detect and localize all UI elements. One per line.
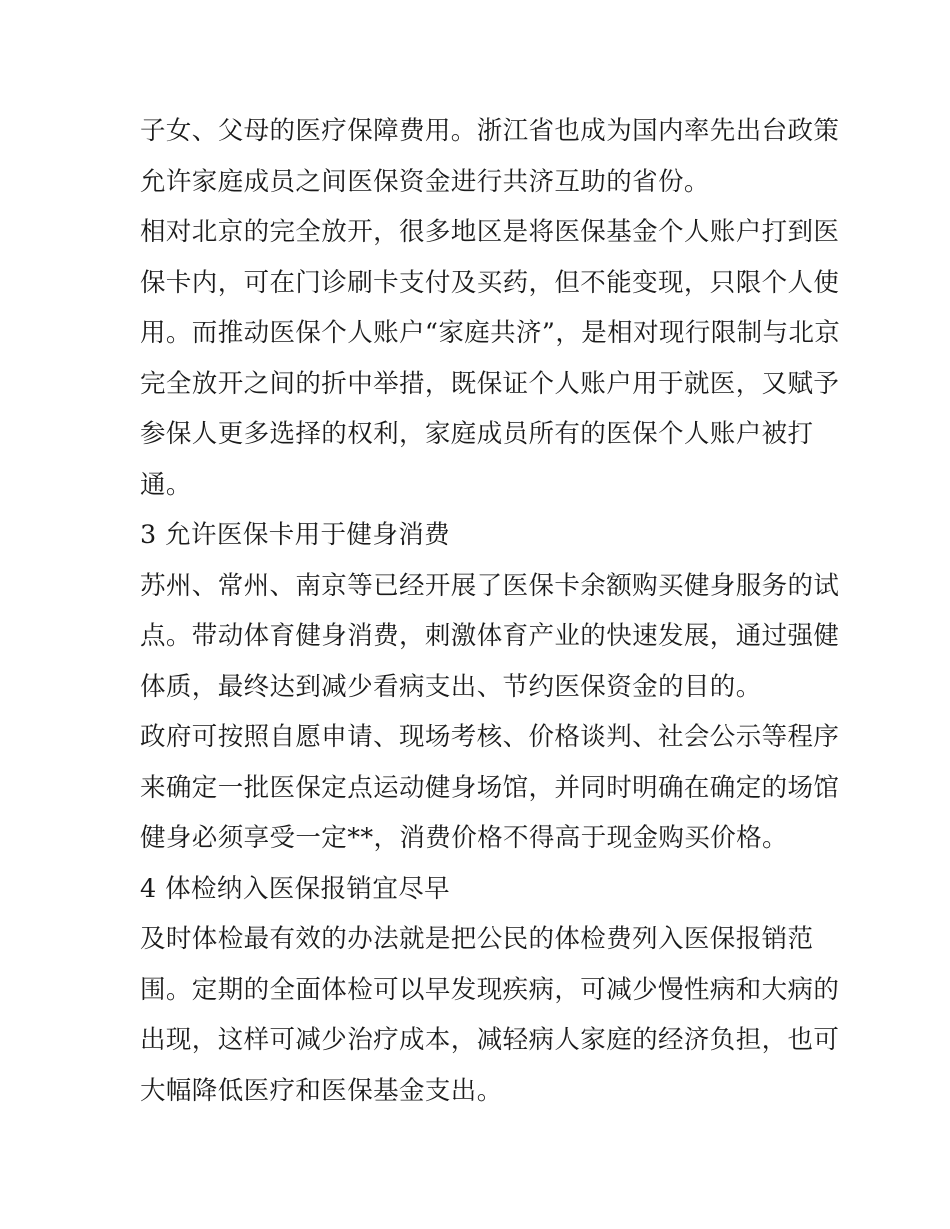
text-line: 及时体检最有效的办法就是把公民的体检费列入医保报销范 — [140, 924, 814, 954]
text-line: 用。而推动医保个人账户“家庭共济”，是相对现行限制与北京 — [140, 318, 841, 348]
paragraph-beijing-comparison — [140, 207, 841, 510]
text-line: 政府可按照自愿申请、现场考核、价格谈判、社会公示等程序 — [140, 722, 840, 752]
text-line: 来确定一批医保定点运动健身场馆，并同时明确在确定的场馆 — [140, 772, 840, 803]
document-body — [140, 106, 841, 1116]
heading-line: 3 允许医保卡用于健身消费 — [140, 520, 451, 550]
text-line: 健身必须享受一定**，消费价格不得高于现金购买价格。 — [140, 823, 788, 853]
paragraph-checkup-reimbursement — [140, 914, 840, 1116]
text-line: 苏州、常州、南京等已经开展了医保卡余额购买健身服务的试 — [140, 570, 840, 601]
text-line: 围。定期的全面体检可以早发现疾病，可减少慢性病和大病的 — [140, 974, 840, 1005]
text-line: 允许家庭成员之间医保资金进行共济互助的省份。 — [140, 166, 710, 197]
text-line: 完全放开之间的折中举措，既保证个人账户用于就医，又赋予 — [140, 368, 840, 399]
text-line: 点。带动体育健身消费，刺激体育产业的快速发展，通过强健 — [140, 621, 840, 651]
text-line: 参保人更多选择的权利，家庭成员所有的医保个人账户被打 — [140, 419, 814, 449]
text-line: 保卡内，可在门诊刷卡支付及买药，但不能变现，只限个人使 — [140, 267, 840, 298]
section-heading-checkup — [140, 864, 820, 915]
text-line: 出现，这样可减少治疗成本，减轻病人家庭的经济负担，也可 — [140, 1025, 840, 1055]
paragraph-government-venues — [140, 712, 840, 864]
paragraph-fitness-pilot — [140, 561, 840, 713]
paragraph-family-mutual-aid-end — [140, 106, 840, 207]
text-line: 通。 — [140, 469, 192, 500]
text-line: 大幅降低医疗和医保基金支出。 — [140, 1075, 503, 1106]
text-line: 子女、父母的医疗保障费用。浙江省也成为国内率先出台政策 — [140, 116, 840, 146]
section-heading-fitness — [140, 510, 820, 561]
text-line: 体质，最终达到减少看病支出、节约医保资金的目的。 — [140, 671, 762, 702]
heading-line: 4 体检纳入医保报销宜尽早 — [140, 873, 451, 904]
text-line: 相对北京的完全放开，很多地区是将医保基金个人账户打到医 — [140, 217, 840, 247]
